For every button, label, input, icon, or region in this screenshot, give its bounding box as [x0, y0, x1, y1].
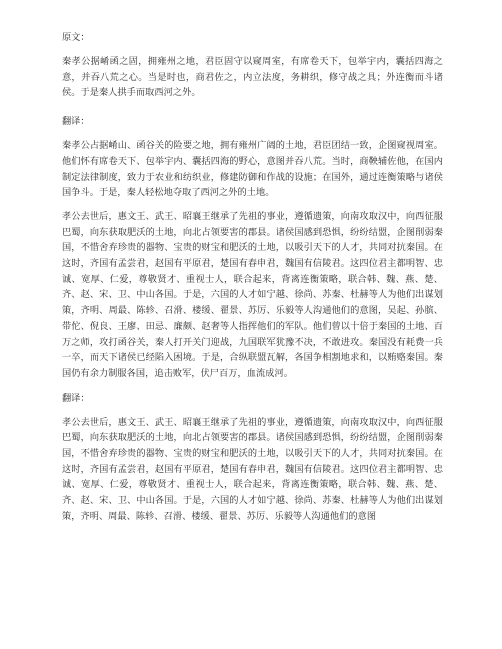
paragraph-translation-3: 孝公去世后，惠文王、武王、昭襄王继承了先祖的事业，遵循遗策，向南攻取汉中，向西征服巴蜀，向东获取肥沃的土地，向北占领要害的郡县。诸侯国感到恐惧，纷纷结盟，企图削弱秦国，不惜舍弃珍贵的器物、宝贵的财宝和肥沃的土地，以吸引天下的人才，共同对抗秦国。在这时，齐国有孟尝君，赵国有平原君，楚国有春申君，魏国有信陵君。这四位君主都明智、忠诚、宽厚、仁爱，尊敬贤才、重视士人，联合起来，背离连衡策略，联合韩、魏、燕、楚、齐、赵、宋、卫、中山各国。于是，六国的人才如宁越、徐尚、苏秦、杜赫等人为他们出谋划策，齐明、周最、陈轸、召滑、楼缓、翟景、苏厉、乐毅等人沟通他们的意图	[62, 416, 443, 522]
document-page	[62, 30, 443, 533]
heading-translation-1: 翻译：	[62, 116, 90, 128]
paragraph-translation-1: 秦孝公占据崤山、函谷关的险要之地，拥有雍州广阔的土地，君臣团结一致，企图窥视周室。他们怀有席卷天下、包举宇内、囊括四海的野心，意图并吞八荒。当时，商鞅辅佐他，在国内制定法律制度，致力于农业和纺织业，修建防御和作战的设施；在国外，通过连衡策略与诸侯国争斗。于是，秦人轻松地夺取了西河之外的土地。	[62, 140, 443, 199]
heading-translation-2: 翻译：	[62, 392, 90, 404]
paragraph-original: 秦孝公据崤函之固，拥雍州之地，君臣固守以窥周室，有席卷天下，包举宇内，囊括四海之意，并吞八荒之心。当是时也，商君佐之，内立法度，务耕织，修守战之具；外连衡而斗诸侯。于是秦人拱手而取西河之外。	[62, 56, 443, 99]
heading-original: 原文：	[62, 32, 90, 43]
paragraph-translation-2: 孝公去世后，惠文王、武王、昭襄王继承了先祖的事业，遵循遗策，向南攻取汉中，向西征服巴蜀，向东获取肥沃的土地，向北占领要害的郡县。诸侯国感到恐惧，纷纷结盟，企图削弱秦国，不惜舍弃珍贵的器物、宝贵的财宝和肥沃的土地，以吸引天下的人才，共同对抗秦国。在这时，齐国有孟尝君，赵国有平原君，楚国有春申君，魏国有信陵君。这四位君主都明智、忠诚、宽厚、仁爱，尊敬贤才、重视士人，联合起来，背离连衡策略，联合韩、魏、燕、楚、齐、赵、宋、卫、中山各国。于是，六国的人才如宁越、徐尚、苏秦、杜赫等人为他们出谋划策，齐明、周最、陈轸、召滑、楼缓、翟景、苏厉、乐毅等人沟通他们的意图，吴起、孙膑、带佗、倪良、王廖、田忌、廉颇、赵奢等人指挥他们的军队。他们曾以十倍于秦国的土地、百万之师，攻打函谷关，秦人打开关门迎战，九国联军犹豫不决，不敢进攻。秦国没有耗费一兵一卒，而天下诸侯已经陷入困境。于是，合纵联盟瓦解，各国争相割地求和，以贿赂秦国。秦国仍有余力制服各国，追击败军，伏尸百万，血流成河。	[62, 210, 443, 379]
